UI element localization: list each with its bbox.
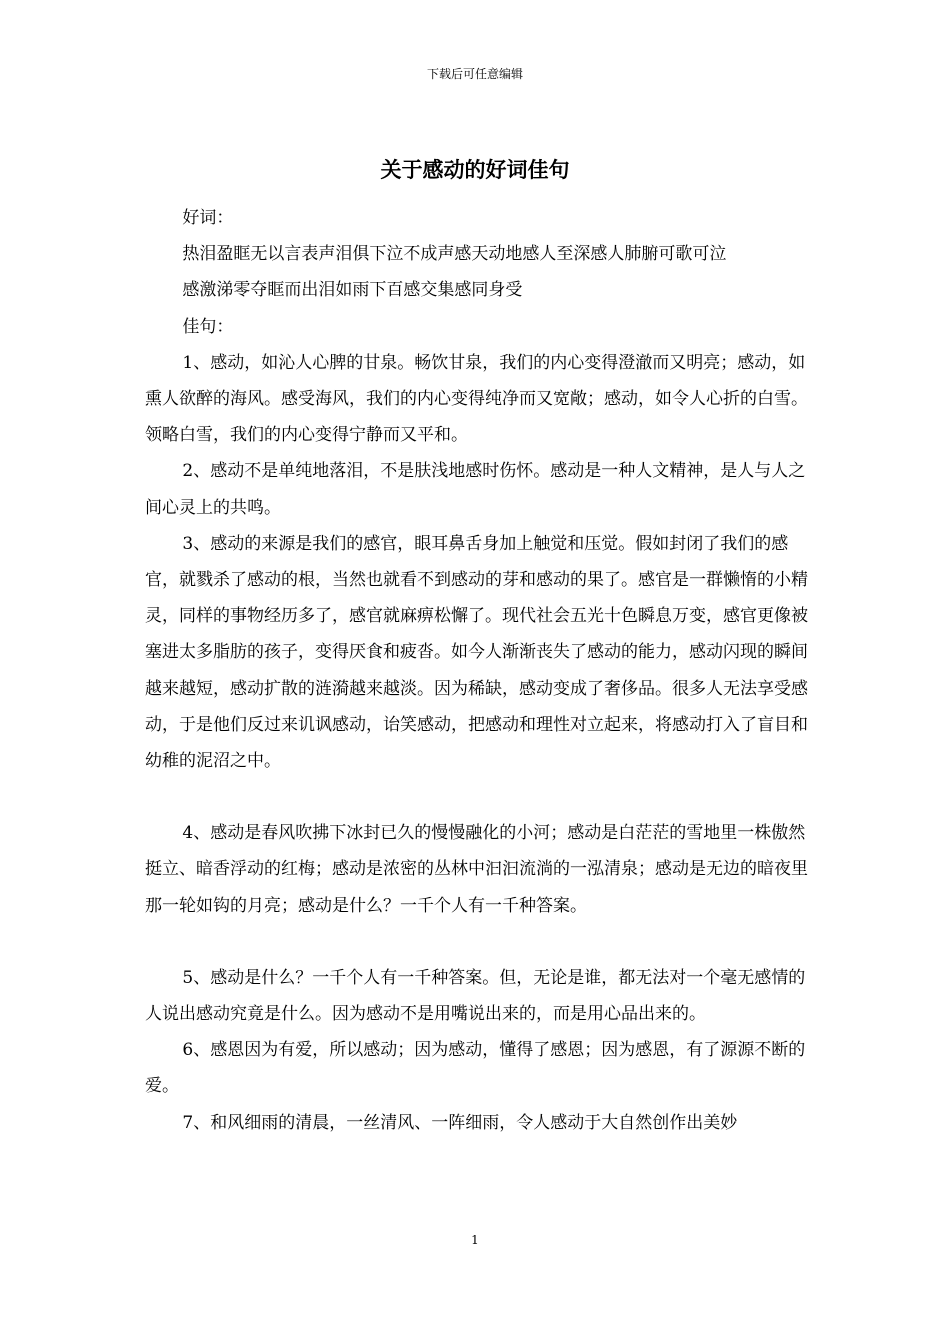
- sentence-paragraph: 5、感动是什么？一千个人有一千种答案。但，无论是谁，都无法对一个毫无感情的人说出感动究竟是什么。因为感动不是用嘴说出来的，而是用心品出来的。: [145, 967, 806, 1025]
- document-title: 关于感动的好词佳句: [380, 157, 570, 182]
- word-list-line: 感激涕零夺眶而出泪如雨下百感交集感同身受: [182, 280, 523, 301]
- sentence-paragraph: 1、感动，如沁人心脾的甘泉。畅饮甘泉，我们的内心变得澄澈而又明亮；感动，如熏人欲醉的海风。感受海风，我们的内心变得纯净而又宽敞；感动，如令人心折的白雪。领略白雪，我们的内心变得宁静而又平和。: [145, 352, 808, 446]
- section-label-good-sentences: 佳句：: [182, 316, 234, 337]
- page-number: 1: [471, 1233, 479, 1247]
- sentence-paragraph: 2、感动不是单纯地落泪，不是肤浅地感时伤怀。感动是一种人文精神，是人与人之间心灵上的共鸣。: [145, 461, 806, 518]
- sentence-paragraph: 7、和风细雨的清晨，一丝清风、一阵细雨，令人感动于大自然创作出美妙: [182, 1112, 738, 1133]
- document-body: [145, 200, 815, 1141]
- sentence-paragraph: 4、感动是春风吹拂下冰封已久的慢慢融化的小河；感动是白茫茫的雪地里一株傲然挺立、暗香浮动的红梅；感动是浓密的丛林中汩汩流淌的一泓清泉；感动是无边的暗夜里那一轮如钩的月亮；感动是什么？一千个人有一千种答案。: [145, 823, 808, 916]
- sentence-paragraph: 3、感动的来源是我们的感官，眼耳鼻舌身加上触觉和压觉。假如封闭了我们的感官，就戮杀了感动的根，当然也就看不到感动的芽和感动的果了。感官是一群懒惰的小精灵，同样的事物经历多了，感官就麻痹松懈了。现代社会五光十色瞬息万变，感官更像被塞进太多脂肪的孩子，变得厌食和疲沓。如今人渐渐丧失了感动的能力，感动闪现的瞬间越来越短，感动扩散的涟漪越来越淡。因为稀缺，感动变成了奢侈品。很多人无法享受感动，于是他们反过来讥讽感动，诒笑感动，把感动和理性对立起来，将感动打入了盲目和幼稚的泥沼之中。: [145, 533, 808, 772]
- page-header: 下载后可任意编辑: [426, 67, 523, 81]
- section-label-good-words: 好词：: [182, 208, 234, 228]
- sentence-paragraph: 6、感恩因为有爱，所以感动；因为感动，懂得了感恩；因为感恩，有了源源不断的爱。: [145, 1040, 806, 1097]
- word-list-line: 热泪盈眶无以言表声泪俱下泣不成声感天动地感人至深感人肺腑可歌可泣: [182, 244, 727, 265]
